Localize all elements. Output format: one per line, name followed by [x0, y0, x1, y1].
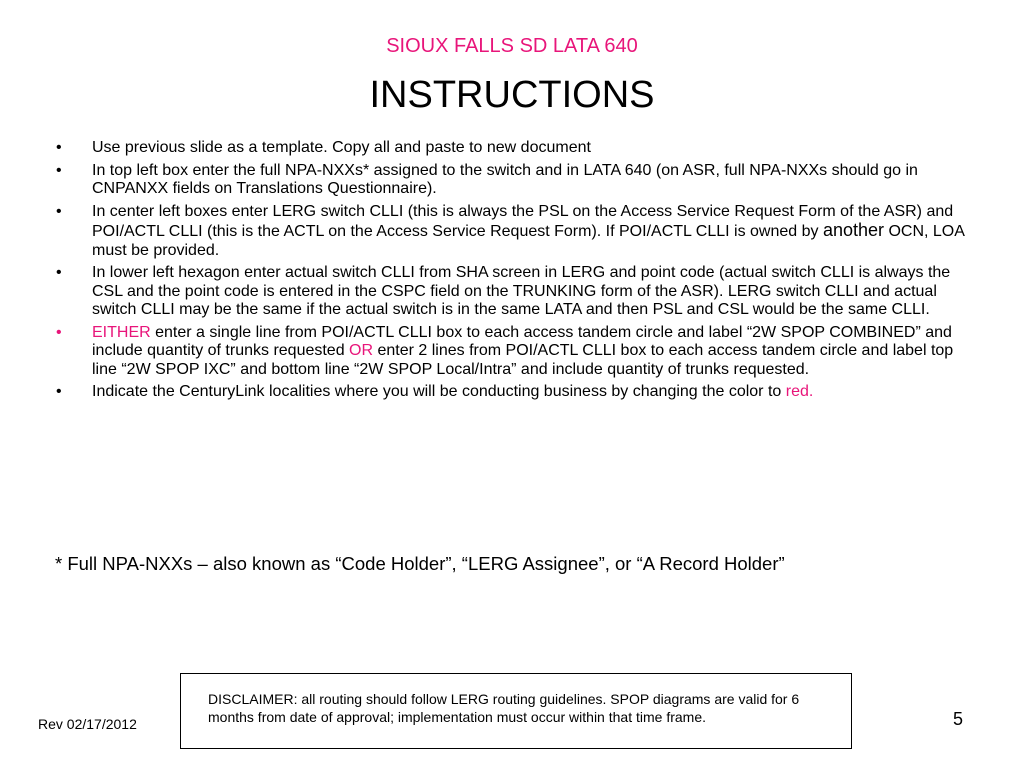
bullet-icon: • [56, 202, 62, 220]
bullet-text-part: enter a single line from POI/ACTL CLLI box to each access tandem circle and label “2W SPOP COMBINED” and include quantity of trunks requested [92, 323, 952, 359]
bullet-text-part: Indicate the CenturyLink localities where you will be conducting business by changing the color to [92, 383, 786, 400]
list-item [56, 203, 976, 261]
disclaimer-text: DISCLAIMER: all routing should follow LERG routing guidelines. SPOP diagrams are valid for 6 months from date of approval; implementation must occur within that time frame. [208, 691, 800, 725]
emphasized-word: another [822, 220, 885, 240]
bullet-icon: • [56, 139, 62, 156]
slide-subtitle: SIOUX FALLS SD LATA 640 [386, 35, 638, 57]
page-number: 5 [953, 709, 964, 729]
list-item [56, 162, 976, 199]
bullet-text-part: In center left boxes enter LERG switch CLLI (this is always the PSL on the Access Service Request Form of the ASR) and POI/ACTL CLLI (this is the ACTL on the Access Service Request Form). If POI/ACTL CLLI is owned by [92, 202, 954, 240]
list-item [56, 324, 976, 380]
slide-title: INSTRUCTIONS [369, 74, 655, 116]
either-keyword: EITHER [92, 323, 151, 341]
bullet-text [92, 324, 953, 378]
disclaimer-box [180, 673, 852, 749]
footnote: * Full NPA-NXXs – also known as “Code Holder”, “LERG Assignee”, or “A Record Holder” [55, 553, 785, 574]
bullet-text-part: enter 2 lines from POI/ACTL CLLI box to each access tandem circle and label top line “2W SPOP IXC” and bottom line “2W SPOP Local/Intra” and include quantity of trunks requested. [92, 342, 954, 378]
or-keyword: OR [349, 342, 374, 359]
bullet-text [92, 203, 964, 259]
bullet-icon: • [56, 161, 62, 179]
revision-date: Rev 02/17/2012 [38, 716, 137, 732]
red-word: red. [785, 383, 814, 400]
list-item [56, 383, 976, 402]
bullet-text: Use previous slide as a template. Copy all and paste to new document [92, 139, 591, 156]
list-item [56, 139, 976, 158]
bullet-icon: • [56, 383, 62, 400]
bullet-text-part: OCN, LOA must be provided. [92, 223, 965, 259]
bullet-text [92, 383, 813, 400]
bullet-text: In lower left hexagon enter actual switch CLLI from SHA screen in LERG and point code (actual switch CLLI is always the CSL and the point code is entered in the CSPC field on the TRUNKING form of the ASR). LERG switch CLLI and actual switch CLLI may be the same if the actual switch is in the same LATA and then PSL and CSL would be the same CLLI. [92, 264, 951, 318]
bullet-icon: • [56, 264, 62, 281]
list-item [56, 264, 976, 320]
bullet-text: In top left box enter the full NPA-NXXs* assigned to the switch and in LATA 640 (on ASR, full NPA-NXXs should go in CNPANXX fields on Translations Questionnaire). [92, 161, 918, 197]
bullet-icon: • [56, 323, 62, 341]
instructions-list [56, 139, 976, 406]
